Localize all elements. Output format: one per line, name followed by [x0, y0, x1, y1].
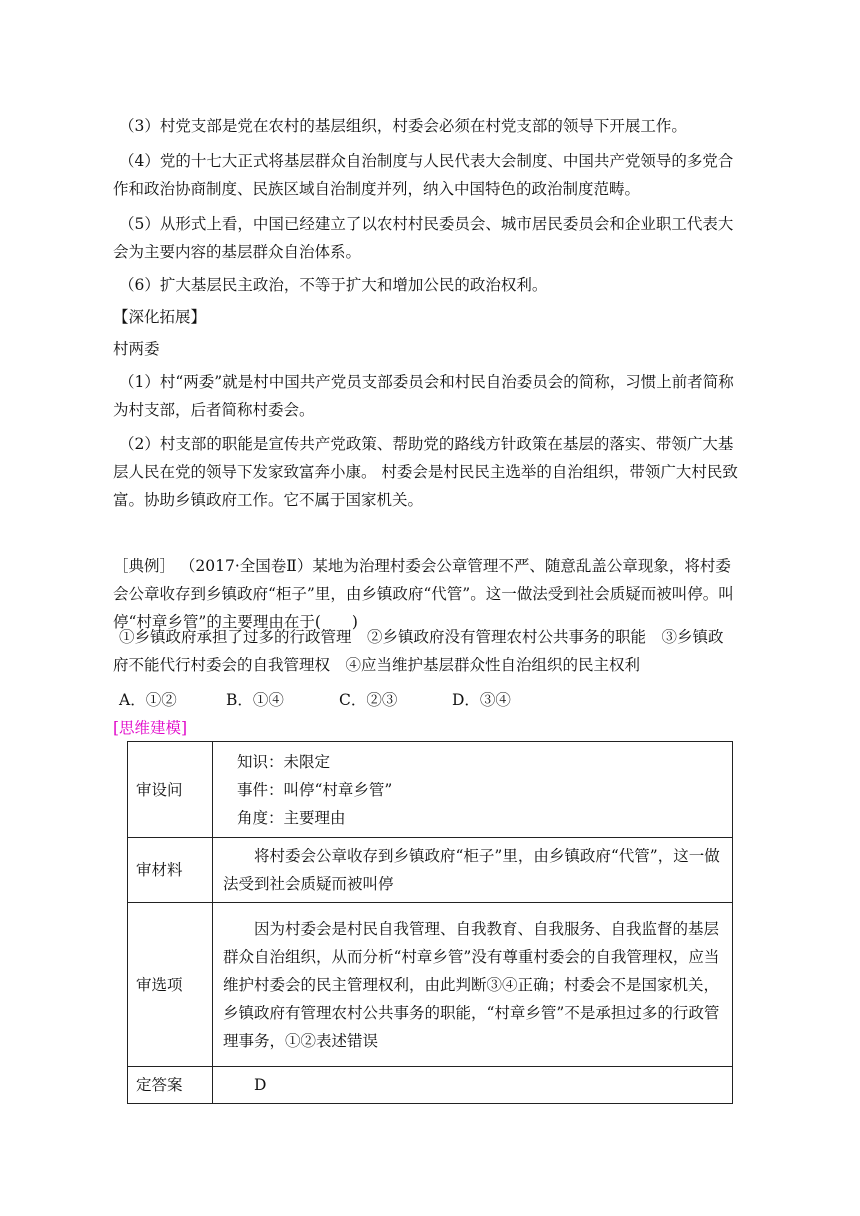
row-body: 将村委会公章收存到乡镇政府“柜子”里，由乡镇政府“代管”，这一做法受到社会质疑而被叫停	[213, 838, 733, 903]
row-head: 审设问	[128, 742, 213, 838]
row-head: 定答案	[128, 1067, 213, 1104]
row-line: 知识：未限定	[237, 752, 331, 771]
option-c: C．②③	[339, 691, 398, 709]
extension-subheading: 村两委	[113, 340, 160, 358]
example-statements: ①乡镇政府承担了过多的行政管理 ②乡镇政府没有管理农村公共事务的职能 ③乡镇政府不能代行村委会的自我管理权 ④应当维护基层群众性自治组织的民主权利	[113, 628, 724, 674]
table-row	[128, 903, 733, 1067]
extension-item-1: （1）村“两委”就是村中国共产党员支部委员会和村民自治委员会的简称，习惯上前者简称为村支部，后者简称村委会。	[113, 373, 734, 419]
table-row	[128, 838, 733, 903]
thinking-model-table	[127, 741, 733, 1104]
row-line: 事件：叫停“村章乡管”	[237, 780, 393, 799]
point-3: （3）村党支部是党在农村的基层组织，村委会必须在村党支部的领导下开展工作。	[119, 117, 687, 135]
row-line: 角度：主要理由	[237, 808, 346, 827]
point-4: （4）党的十七大正式将基层群众自治制度与人民代表大会制度、中国共产党领导的多党合作和政治协商制度、民族区域自治制度并列，纳入中国特色的政治制度范畴。	[113, 152, 734, 198]
row-body: 因为村委会是村民自我管理、自我教育、自我服务、自我监督的基层群众自治组织，从而分析“村章乡管”没有尊重村委会的自我管理权，应当维护村委会的民主管理权利，由此判断③④正确；村委会不是国家机关，乡镇政府有管理农村公共事务的职能，“村章乡管”不是承担过多的行政管理事务，①②表述错误	[213, 903, 733, 1067]
example-question: ［典例］ （2017·全国卷Ⅱ）某地为治理村委会公章管理不严、随意乱盖公章现象，将村委会公章收存到乡镇政府“柜子”里，由乡镇政府“代管”。这一做法受到社会质疑而被叫停。叫停“村章乡管”的主要理由在于( )	[113, 557, 734, 631]
model-label: [思维建模]	[113, 719, 188, 737]
table-row	[128, 742, 733, 838]
point-5: （5）从形式上看，中国已经建立了以农村村民委员会、城市居民委员会和企业职工代表大会为主要内容的基层群众自治体系。	[113, 215, 734, 261]
point-6: （6）扩大基层民主政治，不等于扩大和增加公民的政治权利。	[119, 276, 548, 294]
row-head: 审选项	[128, 903, 213, 1067]
row-body: D	[213, 1067, 733, 1104]
option-a: A．①②	[119, 691, 177, 709]
option-b: B．①④	[226, 691, 284, 709]
option-d: D．③④	[452, 691, 511, 709]
row-body	[213, 742, 733, 838]
row-head: 审材料	[128, 838, 213, 903]
answer-options	[113, 686, 738, 714]
extension-item-2: （2）村支部的职能是宣传共产党政策、帮助党的路线方针政策在基层的落实、带领广大基层人民在党的领导下发家致富奔小康。 村委会是村民民主选举的自治组织，带领广大村民致富。协助乡镇政府工作。它不属于国家机关。	[113, 435, 738, 509]
table-row	[128, 1067, 733, 1104]
extension-heading: 【深化拓展】	[113, 308, 207, 326]
